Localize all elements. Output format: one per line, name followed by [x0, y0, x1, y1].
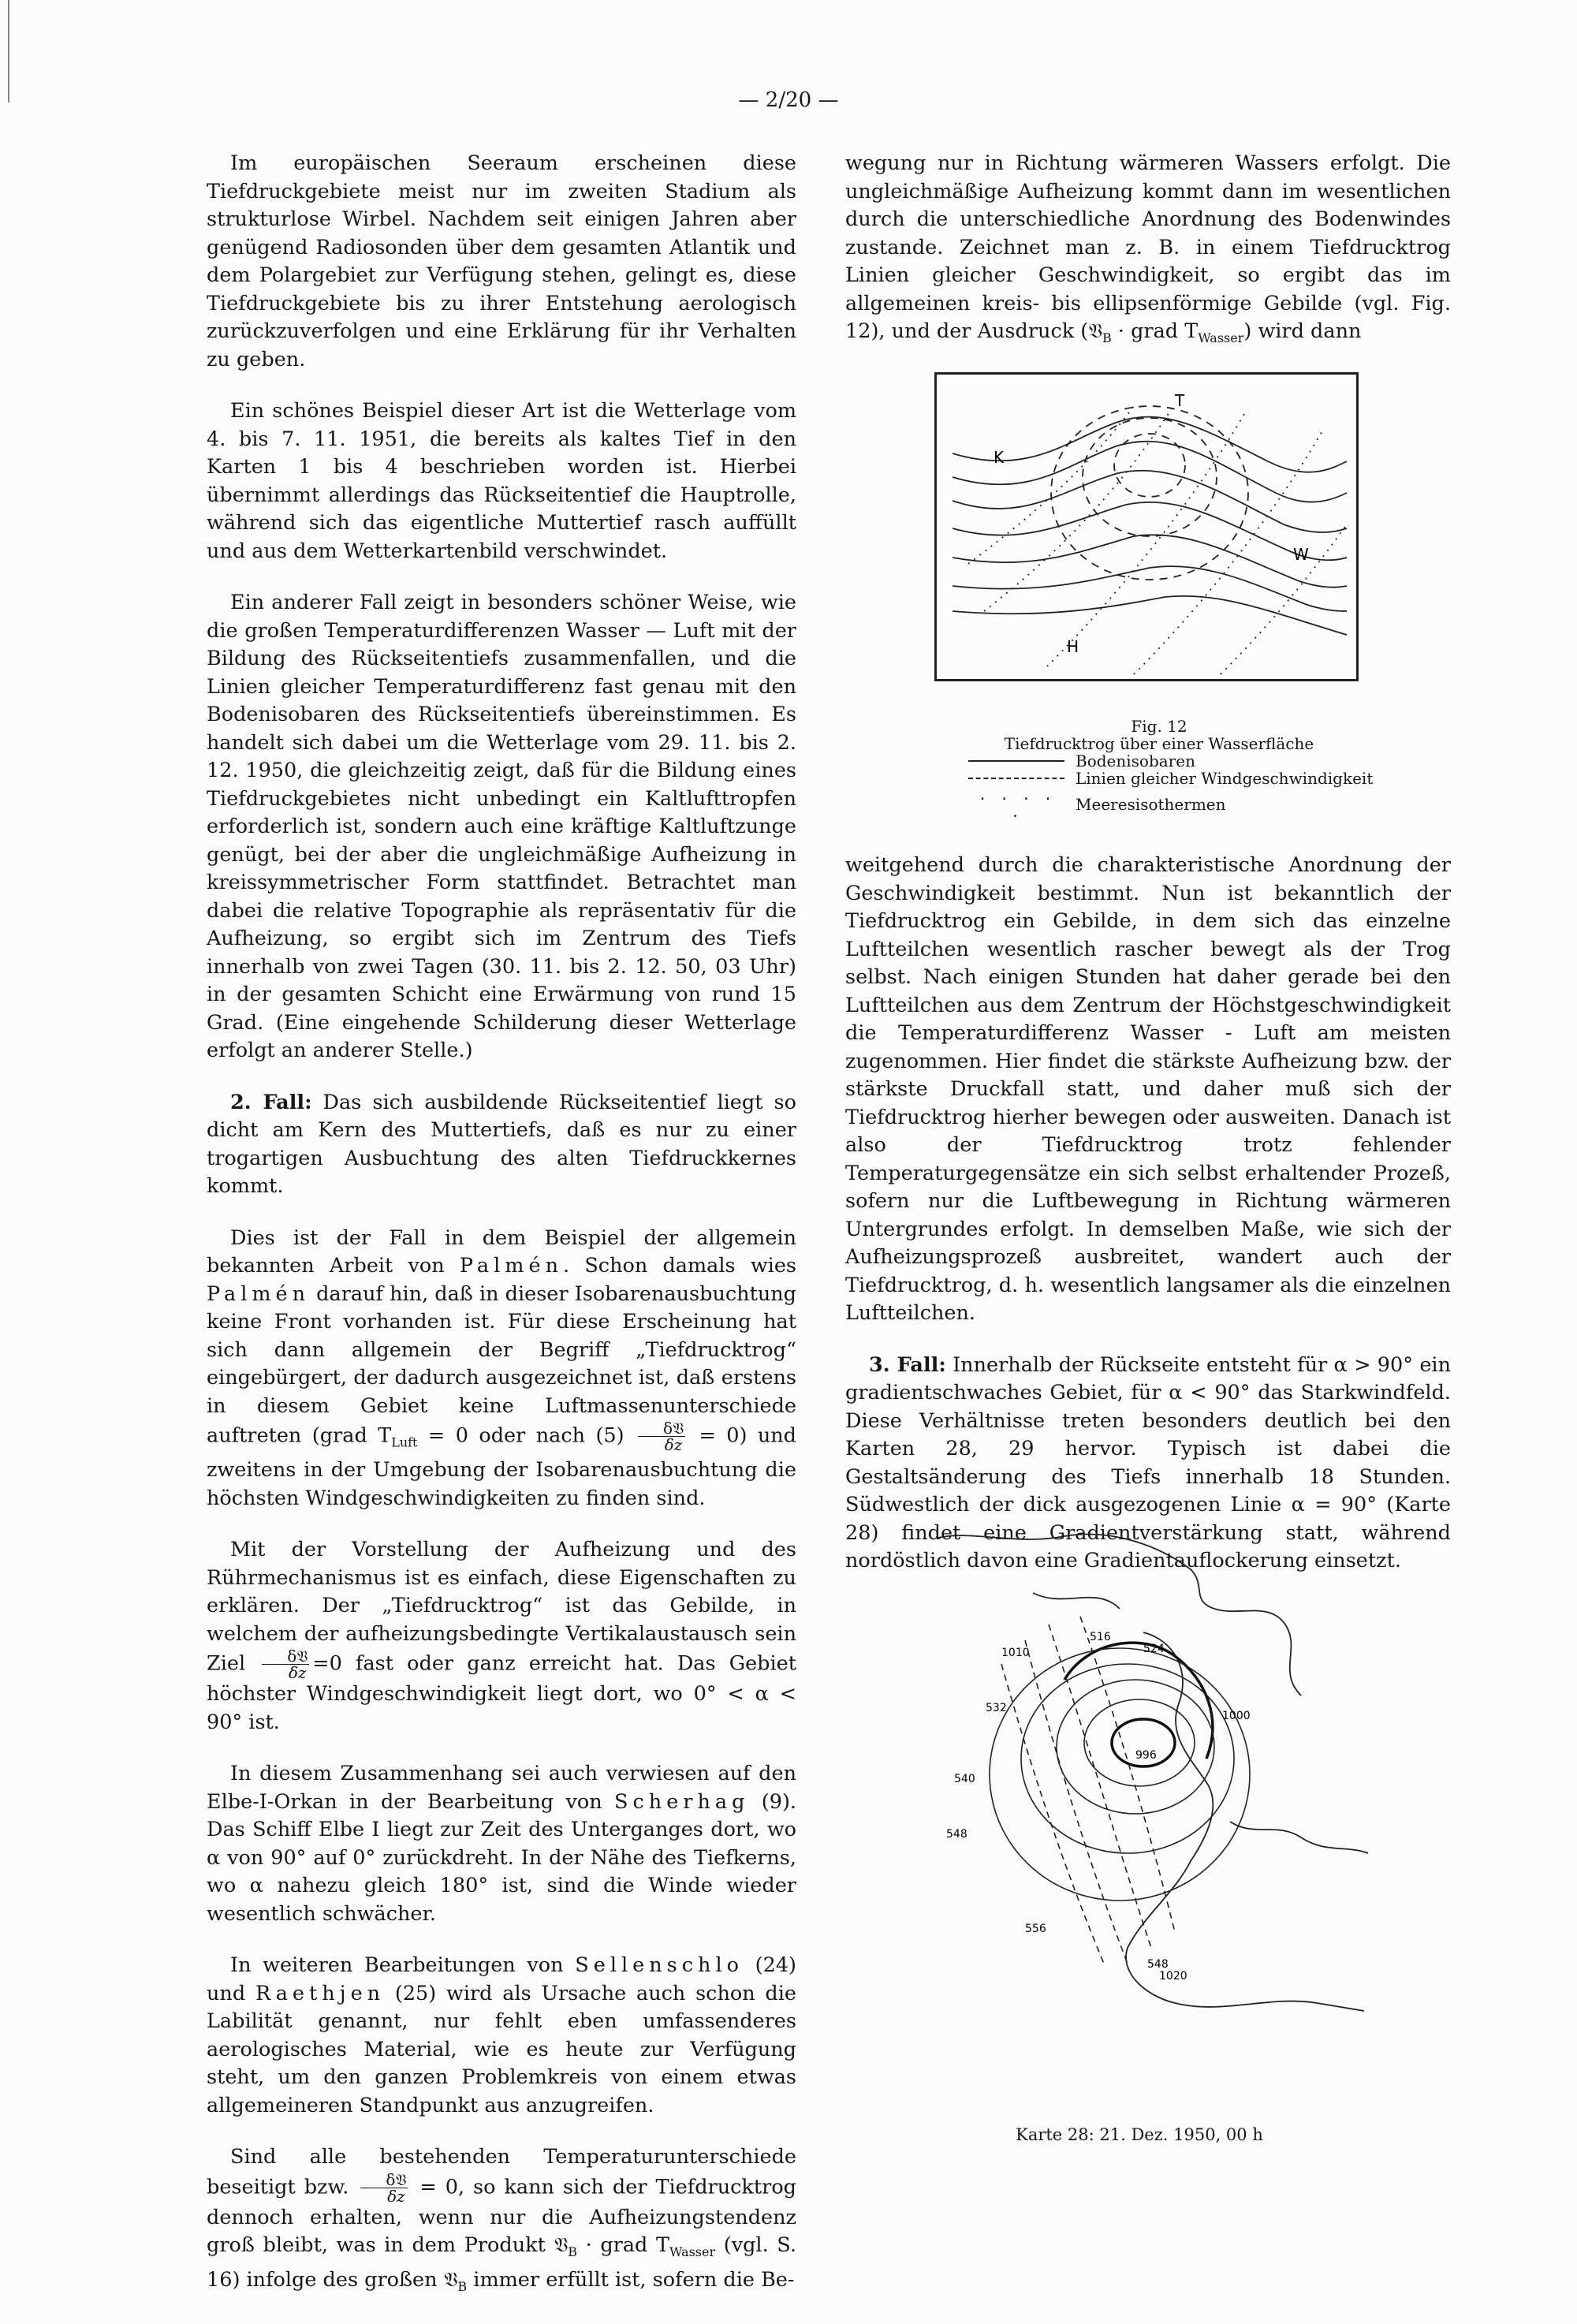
left-column [207, 150, 796, 2324]
paragraph-aufheizung: Mit der Vorstellung der Aufheizung und des Rührmechanismus ist es einfach, diese Eigenschaften zu erklären. Der „Tiefdrucktrog“ ist das Gebilde, in welchem der aufheizungsbedingte Vertikalaustausch sein Ziel $\frac{\text{δ𝔙}}{\delta z}$ =0 fast oder ganz erreicht hat. Das Gebiet höchster Windgeschwindigkeit liegt dort, wo 0° < α < 90° ist. [207, 1538, 796, 1734]
isobar-label: 996 [1135, 1749, 1157, 1762]
fraction: $\frac{\text{δ𝔙}}{\delta z}$ [360, 2172, 408, 2204]
label-w: W [1293, 545, 1309, 564]
right-column-top [845, 150, 1451, 376]
isobar-label: 548 [1147, 1958, 1169, 1971]
figure-12-caption [907, 718, 1411, 822]
label-k: K [994, 448, 1005, 467]
figure-title: Fig. 12 [1131, 717, 1187, 736]
isobar-label: 532 [986, 1702, 1007, 1714]
paragraph: Im europäischen Seeraum erscheinen diese Tiefdruckgebiete meist nur im zweiten Stadium als strukturlose Wirbel. Nachdem seit einigen Jahren aber genügend Radiosonden über dem gesamten Atlantik und dem Polargebiet zur Verfügung stehen, gelingt es, diese Tiefdruckgebiete bis zu ihrer Entstehung aerologisch zurückzuverfolgen und eine Erklärung für ihr Verhalten zu geben. [207, 151, 796, 371]
isobar-label: 516 [1090, 1631, 1111, 1643]
isobar-label: 548 [946, 1828, 967, 1841]
dotted-line-icon: . . . . . [978, 787, 1055, 821]
isobar-label: 556 [1025, 1923, 1046, 1935]
isobar-label: 1020 [1159, 1970, 1187, 1983]
paragraph-elbe: In diesem Zusammenhang sei auch verwiesen auf den Elbe-I-Orkan in der Bearbeitung von Scherhag (9). Das Schiff Elbe I liegt zur Zeit des Unterganges dort, wo α von 90° auf 0° zurückdreht. In der Nähe des Tiefkerns, wo α nahezu gleich 180° ist, sind die Winde wieder wesentlich schwächer. [207, 1762, 797, 1926]
paragraph: wegung nur in Richtung wärmeren Wassers erfolgt. Die ungleichmäßige Aufheizung kommt dann im wesentlichen durch die unterschiedliche Anordnung des Bodenwindes zustande. Zeichnet man z. B. in einem Tiefdrucktrog Linien gleicher Geschwindigkeit, so ergibt das im allgemeinen kreis- bis ellipsenförmige Gebilde (vgl. Fig. 12), und der Ausdruck (𝔙$_B$ · grad $T_{Wasser}$) wird dann [845, 151, 1451, 346]
isobar-label: 540 [954, 1773, 975, 1785]
author-name: Palmén [207, 1281, 311, 1306]
fraction: $\frac{\text{δ𝔙}}{\delta z}$ [262, 1648, 309, 1681]
weather-map-karte-28 [907, 1522, 1372, 2035]
author-name: Palmén [459, 1254, 563, 1278]
label-t: T [1175, 391, 1185, 410]
fraction: $\frac{\text{δ𝔙}}{\delta z}$ [638, 1420, 685, 1453]
case-label: 2. Fall: [230, 1090, 312, 1114]
author-name: Sellenschlo [575, 1953, 744, 1978]
paragraph-fall-3: 3. Fall: Innerhalb der Rückseite entsteht für α > 90° ein gradientschwaches Gebiet, für α < 90° das Starkwindfeld. Diese Verhältnisse treten besonders deutlich bei den Karten 28, 29 hervor. Typisch ist dabei die Gestaltsänderung des Tiefs innerhalb 18 Stunden. Südwestlich der dick ausgezogenen Linie α = 90° (Karte 28) findet eine Gradientverstärkung statt, während nordöstlich davon eine Gradientauflockerung einsetzt. [845, 1352, 1451, 1572]
solid-line-icon [968, 760, 1064, 762]
figure-subtitle: Tiefdrucktrog über einer Wasserfläche [1004, 734, 1314, 753]
case-label: 3. Fall: [869, 1352, 946, 1377]
dashed-line-icon [968, 778, 1064, 779]
paragraph-fall-2: 2. Fall: Das sich ausbildende Rückseitentief liegt so dicht am Kern des Muttertiefs, daß es nur zu einer trogartigen Ausbuchtung des alten Tiefdruckkernes kommt. [207, 1090, 796, 1198]
legend-item: Bodenisobaren [968, 752, 1411, 770]
paragraph: Ein anderer Fall zeigt in besonders schöner Weise, wie die großen Temperaturdifferenzen Wasser — Luft mit der Bildung des Rückseitentiefs zusammenfallen, und die Linien gleicher Temperaturdifferenz fast genau mit den Bodenisobaren des Rückseitentiefs übereinstimmen. Es handelt sich dabei um die Wetterlage vom 29. 11. bis 2. 12. 1950, die gleichzeitig zeigt, daß für die Bildung eines Tiefdruckgebietes nicht unbedingt ein Kaltlufttropfen erforderlich ist, sondern auch eine kräftige Kaltluftzunge genügt, bei der aber die ungleichmäßige Aufheizung in kreissymmetrischer Form stattfindet. Betrachtet man dabei die relative Topographie als repräsentativ für die Aufheizung, so ergibt sich im Zentrum des Tiefs innerhalb von zwei Tagen (30. 11. bis 2. 12. 50, 03 Uhr) in der gesamten Schicht eine Erwärmung von rund 15 Grad. (Eine eingehende Schilderung dieser Wetterlage erfolgt an anderer Stelle.) [207, 591, 796, 1062]
paragraph-temperatur: Sind alle bestehenden Temperaturunterschiede beseitigt bzw. $\frac{\text{δ𝔙}}{\delta z}$ = 0, so kann sich der Tiefdrucktrog dennoch erhalten, wenn nur die Aufheizungstendenz groß bleibt, was in dem Produkt 𝔙$_B$ · grad $T_{Wasser}$ (vgl. S. 16) infolge des großen 𝔙$_B$ immer erfüllt ist, sofern die Be- [207, 2145, 796, 2294]
paragraph-palmen: Dies ist der Fall in dem Beispiel der allgemein bekannten Arbeit von Palmén. Schon damals wies Palmén darauf hin, daß in dieser Isobarenausbuchtung keine Front vorhanden ist. Für diese Erscheinung hat sich dann allgemein der Begriff „Tiefdrucktrog“ eingebürgert, der dadurch ausgezeichnet ist, daß erstens in diesem Gebiet keine Luftmassenunterschiede auftreten (grad $T_{Luft} = 0$ oder nach (5) $\frac{\text{δ𝔙}}{\delta z}$ = 0) und zweitens in der Umgebung der Isobarenausbuchtung die höchsten Windgeschwindigkeiten zu finden sind. [207, 1225, 796, 1510]
figure-12-diagram [934, 372, 1359, 681]
map-caption: Karte 28: 21. Dez. 1950, 00 h [1016, 2125, 1263, 2144]
author-name: Raethjen [255, 1981, 386, 2005]
legend-item: . . . . . Meeresisothermen [968, 787, 1411, 822]
isobar-label: 524 [1143, 1643, 1165, 1655]
label-h: H [1067, 637, 1079, 656]
paragraph: weitgehend durch die charakteristische Anordnung der Geschwindigkeit bestimmt. Nun ist bekanntlich der Tiefdrucktrog ein Gebilde, in dem sich das einzelne Luftteilchen wesentlich rascher bewegt als der Trog selbst. Nach einigen Stunden hat daher gerade bei den Luftteilchen aus dem Zentrum der Höchstgeschwindigkeit die Temperaturdifferenz Wasser - Luft am meisten zugenommen. Hier findet die stärkste Aufheizung bzw. der stärkste Druckfall statt, und daher muß sich der Tiefdrucktrog hierher bewegen oder ausweiten. Danach ist also der Tiefdrucktrog trotz fehlender Temperaturgegensätze ein sich selbst erhaltender Prozeß, sofern nur die Luftbewegung in Richtung wärmeren Untergrundes erfolgt. In demselben Maße, wie sich der Aufheizungsprozeß ausbreitet, wandert auch der Tiefdrucktrog, d. h. wesentlich langsamer als die einzelnen Luftteilchen. [845, 853, 1451, 1325]
author-name: Scherhag [614, 1789, 750, 1814]
page-number: — 2/20 — [738, 88, 839, 112]
legend-item: Linien gleicher Windgeschwindigkeit [968, 770, 1411, 787]
paragraph: Ein schönes Beispiel dieser Art ist die Wetterlage vom 4. bis 7. 11. 1951, die bereits als kaltes Tief in den Karten 1 bis 4 beschrieben worden ist. Hierbei übernimmt allerdings das Rückseitentief die Hauptrolle, während sich das eigentliche Muttertief rasch auffüllt und aus dem Wetterkartenbild verschwindet. [207, 399, 796, 563]
paragraph-sellenschlo: In weiteren Bearbeitungen von Sellenschlo (24) und Raethjen (25) wird als Ursache auch schon die Labilität genannt, nur fehlt eben umfassenderes aerologisches Material, wie es heute zur Verfügung steht, um den ganzen Problemkreis von einem etwas allgemeineren Standpunkt aus anzugreifen. [207, 1953, 796, 2117]
isobar-label: 1000 [1222, 1710, 1251, 1722]
right-column-bottom [845, 852, 1451, 1599]
isobar-label: 1010 [1001, 1647, 1030, 1659]
scan-edge-mark [8, 0, 9, 103]
